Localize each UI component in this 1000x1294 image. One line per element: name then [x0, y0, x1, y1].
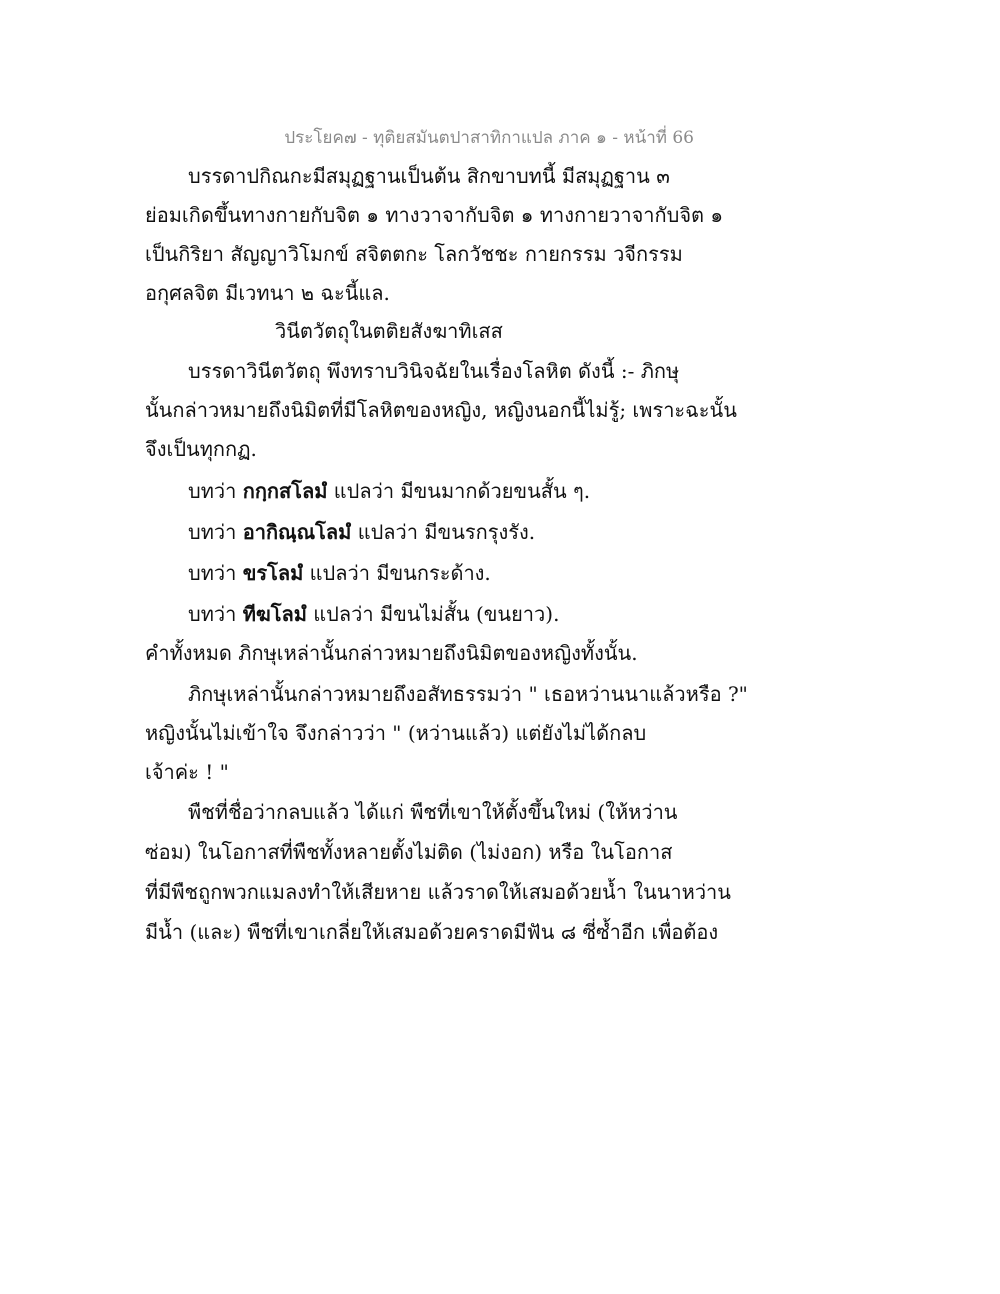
paragraph-line: ภิกษุเหล่านั้นกล่าวหมายถึงอสัทธรรมว่า " เธอหว่านนาแล้วหรือ ?" [188, 682, 748, 706]
page-header: ประโยค๗ - ทุติยสมันตปาสาทิกาแปล ภาค ๑ - หน้าที่ 66 [284, 128, 694, 148]
term-suffix: แปลว่า มีขนมากด้วยขนสั้น ๆ. [327, 479, 591, 503]
paragraph-line: บรรดาวินีตวัตถุ พึงทราบวินิจฉัยในเรื่องโลหิต ดังนี้ :- ภิกษุ [188, 359, 680, 383]
term-suffix: แปลว่า มีขนกระด้าง. [303, 561, 491, 585]
term-line [188, 522, 535, 542]
term-line [188, 481, 590, 501]
section-heading: วินีตวัตถุในตติยสังฆาทิเสส [275, 319, 503, 343]
paragraph-line: อกุศลจิต มีเวทนา ๒ ฉะนี้แล. [145, 281, 390, 305]
paragraph-line: บรรดาปกิณกะมีสมุฏฐานเป็นต้น สิกขาบทนี้ มีสมุฏฐาน ๓ [188, 164, 670, 188]
paragraph-line: ย่อมเกิดขึ้นทางกายกับจิต ๑ ทางวาจากับจิต ๑ ทางกายวาจากับจิต ๑ [145, 203, 724, 227]
term-suffix: แปลว่า มีขนรกรุงรัง. [351, 520, 536, 544]
term-line [188, 604, 559, 624]
term-prefix: บทว่า [188, 602, 243, 626]
term-word: กกฺกสโลมํ [242, 479, 328, 503]
paragraph-line: นั้นกล่าวหมายถึงนิมิตที่มีโลหิตของหญิง, หญิงนอกนี้ไม่รู้; เพราะฉะนั้น [145, 398, 737, 422]
term-word: ขรโลมํ [242, 561, 304, 585]
paragraph-line: หญิงนั้นไม่เข้าใจ จึงกล่าวว่า " (หว่านแล้ว) แต่ยังไม่ได้กลบ [145, 721, 647, 745]
term-prefix: บทว่า [188, 561, 243, 585]
paragraph-line: เป็นกิริยา สัญญาวิโมกข์ สจิตตกะ โลกวัชชะ กายกรรม วจีกรรม [145, 242, 683, 266]
paragraph-line: พืชที่ชื่อว่ากลบแล้ว ได้แก่ พืชที่เขาให้ตั้งขึ้นใหม่ (ให้หว่าน [188, 800, 678, 824]
paragraph-line: คำทั้งหมด ภิกษุเหล่านั้นกล่าวหมายถึงนิมิตของหญิงทั้งนั้น. [145, 641, 638, 665]
term-prefix: บทว่า [188, 479, 243, 503]
term-word: อากิณฺณโลมํ [242, 520, 352, 544]
paragraph-line: ที่มีพืชถูกพวกแมลงทำให้เสียหาย แล้วราดให้เสมอด้วยน้ำ ในนาหว่าน [145, 880, 731, 904]
term-prefix: บทว่า [188, 520, 243, 544]
term-word: ทีฆโลมํ [242, 602, 307, 626]
paragraph-line: เจ้าค่ะ ! " [145, 760, 229, 784]
term-line [188, 563, 491, 583]
paragraph-line: ซ่อม) ในโอกาสที่พืชทั้งหลายตั้งไม่ติด (ไม่งอก) หรือ ในโอกาส [145, 840, 673, 864]
paragraph-line: จึงเป็นทุกกฏ. [145, 437, 257, 461]
term-suffix: แปลว่า มีขนไม่สั้น (ขนยาว). [306, 602, 560, 626]
paragraph-line: มีน้ำ (และ) พืชที่เขาเกลี่ยให้เสมอด้วยคราดมีฟัน ๘ ซี่ซ้ำอีก เพื่อต้อง [145, 920, 719, 944]
